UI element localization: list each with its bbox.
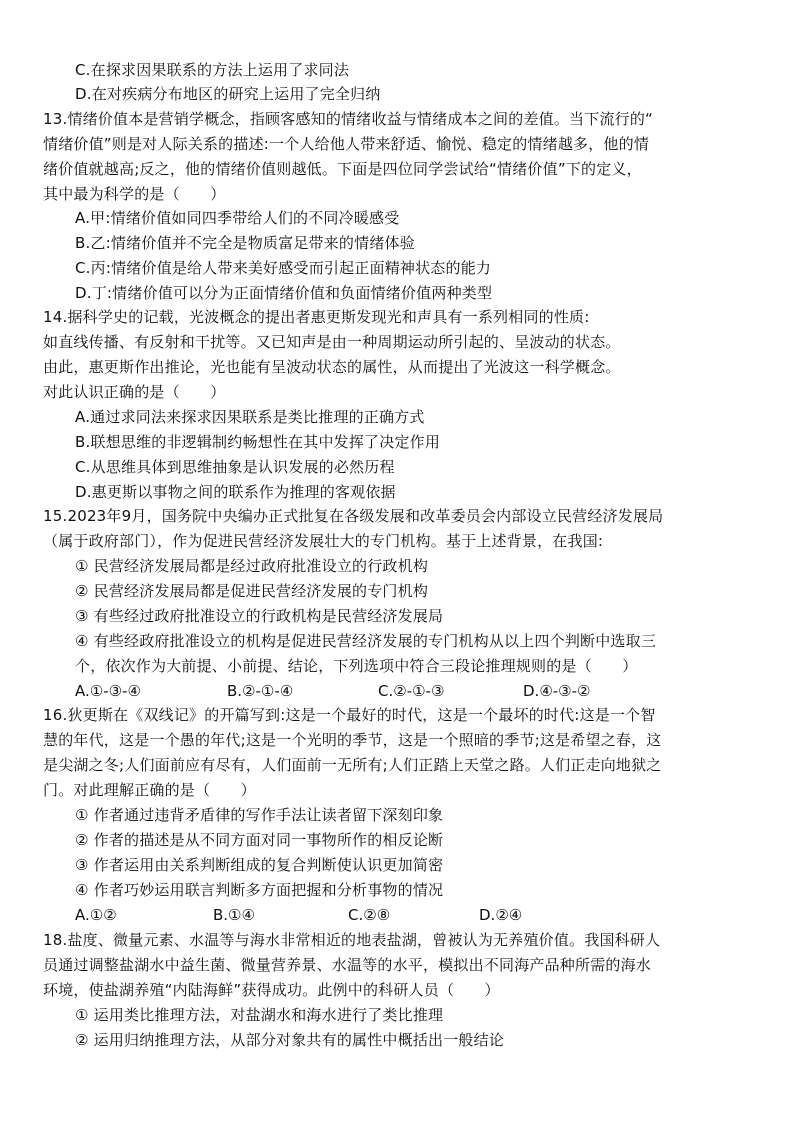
q16-stem-line-2: 慧的年代，这是一个愚的年代;这是一个光明的季节，这是一个照暗的季节;这是希望之春，这 (43, 731, 662, 749)
q15-option-d: D.④-③-② (523, 682, 591, 700)
q15-item-1: ① 民营经济发展局都是经过政府批准设立的行政机构 (75, 557, 429, 575)
q16-item-4: ④ 作者巧妙运用联言判断多方面把握和分析事物的情况 (75, 881, 444, 899)
q13-option-c: C.丙:情绪价值是给人带来美好感受而引起正面精神状态的能力 (75, 259, 492, 277)
q18-stem-line-1: 18.盐度、微量元素、水温等与海水非常相近的地表盐湖，曾被认为无养殖价值。我国科研人 (43, 931, 661, 949)
q16-option-d: D.②④ (479, 906, 523, 924)
q14-stem-line-2: 如直线传播、有反射和干扰等。又已知声是由一种周期运动所引起的、呈波动的状态。 (43, 333, 621, 351)
q13-stem-line-4: 其中最为科学的是（ ） (43, 185, 226, 203)
q16-item-1: ① 作者通过违背矛盾律的写作手法让读者留下深刻印象 (75, 806, 444, 824)
q14-stem-line-3: 由此，惠更斯作出推论，光也能有呈波动状态的属性，从而提出了光波这一科学概念。 (43, 358, 621, 376)
q16-option-a: A.①② (75, 906, 117, 924)
q15-option-b: B.②-①-④ (227, 682, 294, 700)
q18-stem-line-2: 员通过调整盐湖水中益生菌、微量营养景、水温等的水平，模拟出不同海产品种所需的海水 (43, 956, 652, 974)
q14-stem-line-1: 14.据科学史的记载，光波概念的提出者惠更斯发现光和声具有一系列相同的性质: (43, 308, 590, 326)
q13-stem-line-1: 13.情绪价值本是营销学概念，指顾客感知的情绪收益与情绪成本之间的差值。当下流行的“ (43, 110, 654, 128)
q13-stem-line-3: 绪价值就越高;反之，他的情绪价值则越低。下面是四位同学尝试给“情绪价值”下的定义， (43, 160, 642, 178)
q14-option-c: C.从思维具体到思维抽象是认识发展的必然历程 (75, 458, 395, 476)
q13-option-a: A.甲:情绪价值如同四季带给人们的不同冷暖感受 (75, 209, 400, 227)
q14-option-b: B.联想思维的非逻辑制约畅想性在其中发挥了决定作用 (75, 433, 441, 451)
q12-option-c: C.在探求因果联系的方法上运用了求同法 (75, 61, 350, 79)
q16-item-3: ③ 作者运用由关系判断组成的复合判断使认识更加简密 (75, 856, 444, 874)
q14-stem-line-4: 对此认识正确的是（ ） (43, 383, 226, 401)
q18-item-1: ① 运用类比推理方法，对盐湖水和海水进行了类比推理 (75, 1006, 444, 1024)
q15-item-4: ④ 有些经政府批准设立的机构是促进民营经济发展的专门机构从以上四个判断中选取三 (75, 632, 657, 650)
q15-item-2: ② 民营经济发展局都是促进民营经济发展的专门机构 (75, 582, 429, 600)
q13-stem-line-2: 情绪价值”则是对人际关系的描述:一个人给他人带来舒适、愉悦、稳定的情绪越多，他的情 (43, 135, 650, 153)
q15-stem-line-1: 15.2023年9月，国务院中央编办正式批复在各级发展和改革委员会内部设立民营经济发展局 (43, 507, 664, 525)
q16-item-2: ② 作者的描述是从不同方面对同一事物所作的相反论断 (75, 831, 444, 849)
q16-option-c: C.②⑧ (348, 906, 391, 924)
q16-stem-line-3: 是尖湖之冬;人们面前应有尽有，人们面前一无所有;人们正踏上天堂之路。人们正走向地狱之 (43, 756, 662, 774)
q15-stem-line-2: （属于政府部门），作为促进民营经济发展壮大的专门机构。基于上述背景，在我国: (43, 532, 604, 550)
q15-option-a: A.①-③-④ (75, 682, 141, 700)
q15-stem-continuation: 个，依次作为大前提、小前提、结论，下列选项中符合三段论推理规则的是（ ） (75, 657, 638, 675)
q18-item-2: ② 运用归纳推理方法，从部分对象共有的属性中概括出一般结论 (75, 1031, 505, 1049)
q14-option-a: A.通过求同法来探求因果联系是类比推理的正确方式 (75, 408, 425, 426)
q15-option-c: C.②-①-③ (378, 682, 445, 700)
q13-option-b: B.乙:情绪价值并不完全是物质富足带来的情绪体验 (75, 234, 415, 252)
q18-stem-line-3: 环境，使盐湖养殖“内陆海鲜”获得成功。此例中的科研人员（ ） (43, 981, 500, 999)
q15-item-3: ③ 有些经过政府批准设立的行政机构是民营经济发展局 (75, 607, 444, 625)
q16-stem-line-4: 门。对此理解正确的是（ ） (43, 781, 256, 799)
q12-option-d: D.在对疾病分布地区的研究上运用了完全归纳 (75, 85, 381, 103)
q13-option-d: D.丁:情绪价值可以分为正面情绪价值和负面情绪价值两种类型 (75, 284, 493, 302)
q14-option-d: D.惠更斯以事物之间的联系作为推理的客观依据 (75, 483, 396, 501)
q16-stem-line-1: 16.狄更斯在《双线记》的开篇写到:这是一个最好的时代，这是一个最坏的时代:这是一个智 (43, 706, 656, 724)
q16-option-b: B.①④ (213, 906, 255, 924)
